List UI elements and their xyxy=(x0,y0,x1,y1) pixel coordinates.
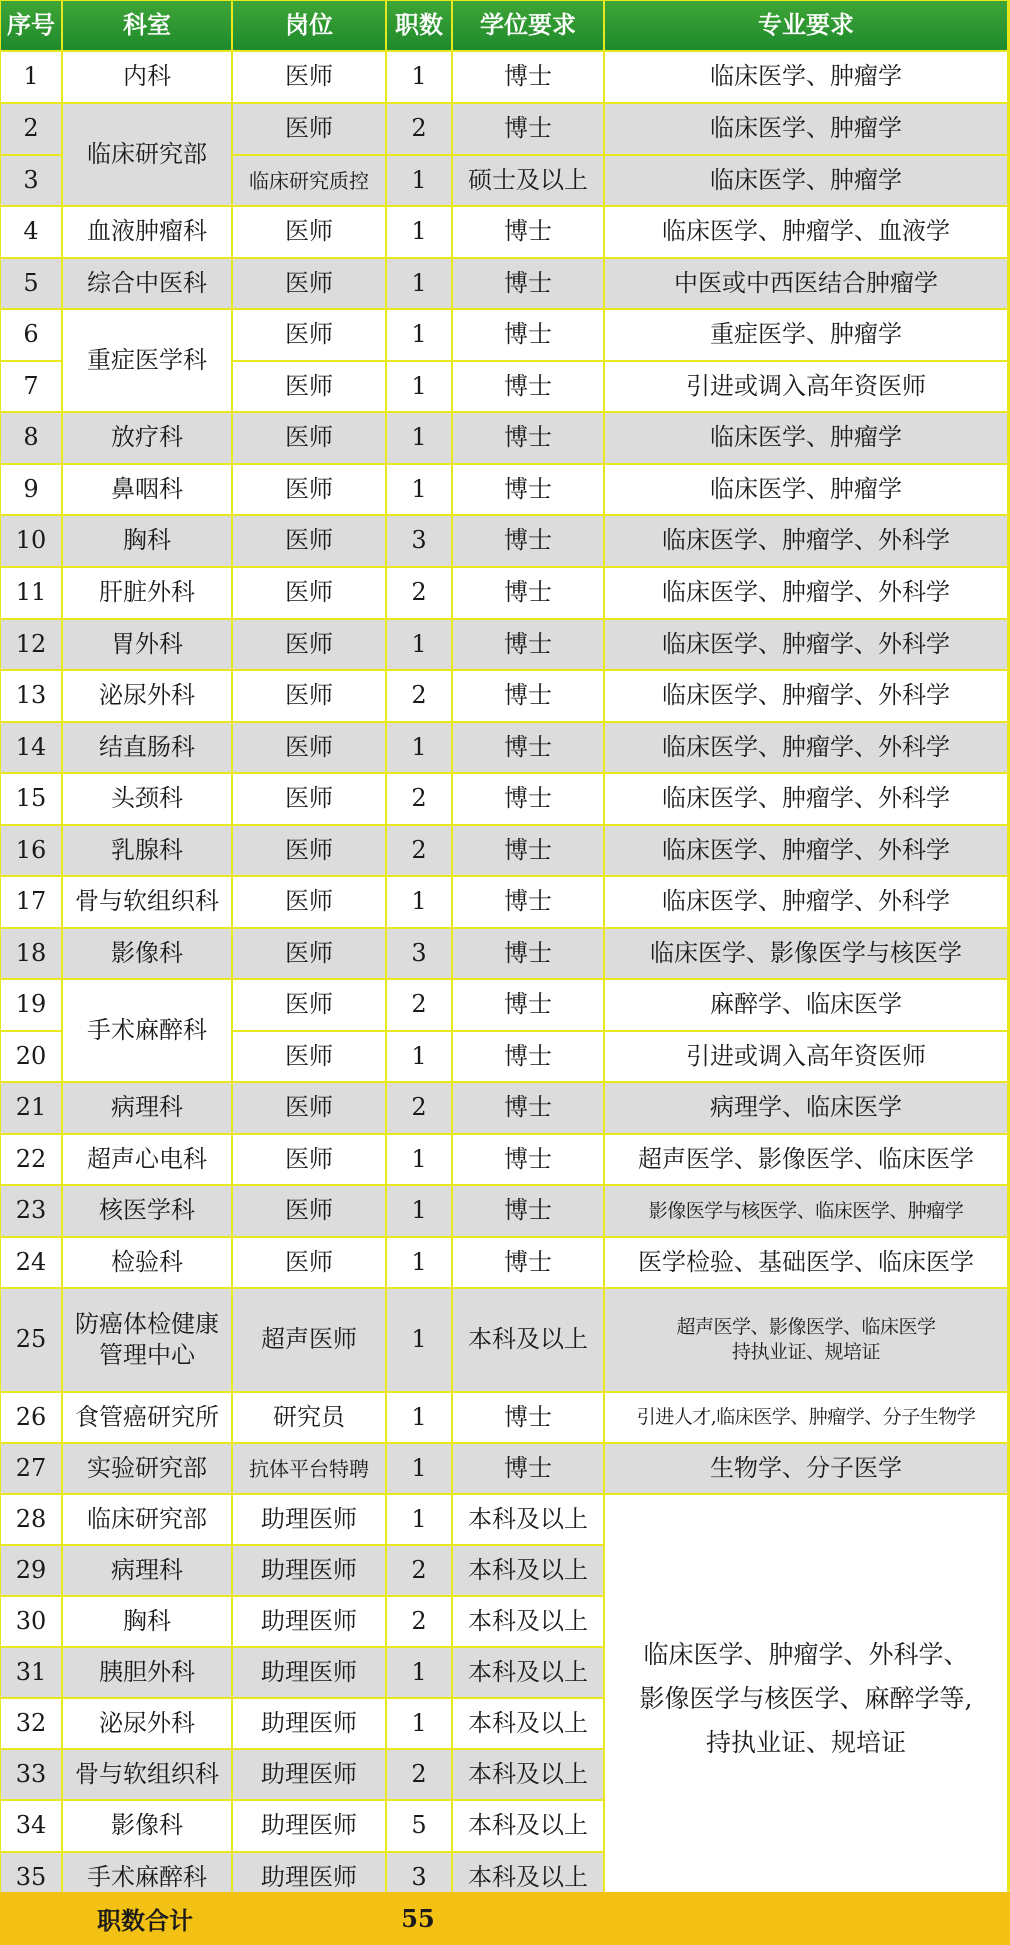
row-no: 21 xyxy=(1,1083,61,1133)
row-degree: 博士 xyxy=(453,1444,603,1493)
row-degree: 本科及以上 xyxy=(453,1289,603,1391)
row-major: 临床医学、肿瘤学 xyxy=(605,156,1007,205)
row-post: 医师 xyxy=(233,516,385,566)
row-dept: 影像科 xyxy=(63,929,231,978)
row-degree: 博士 xyxy=(453,568,603,618)
row-post: 医师 xyxy=(233,877,385,927)
row-no: 28 xyxy=(1,1495,61,1544)
row-dept: 头颈科 xyxy=(63,774,231,824)
row-post: 医师 xyxy=(233,826,385,875)
row-post: 医师 xyxy=(233,310,385,360)
row-post: 助理医师 xyxy=(233,1648,385,1697)
row-no: 30 xyxy=(1,1597,61,1646)
row-no: 20 xyxy=(1,1032,61,1081)
row-count: 2 xyxy=(387,1083,451,1133)
row-count: 1 xyxy=(387,723,451,772)
row-dept: 综合中医科 xyxy=(63,259,231,308)
merged-major-cell: 临床医学、肿瘤学、外科学、 影像医学与核医学、麻醉学等, 持执业证、规培证 xyxy=(605,1495,1007,1903)
row-degree: 本科及以上 xyxy=(453,1648,603,1697)
row-no: 11 xyxy=(1,568,61,618)
row-dept: 影像科 xyxy=(63,1801,231,1851)
row-post: 医师 xyxy=(233,413,385,463)
row-post: 医师 xyxy=(233,1186,385,1236)
row-degree: 博士 xyxy=(453,104,603,154)
row-count: 1 xyxy=(387,620,451,669)
row-dept: 病理科 xyxy=(63,1083,231,1133)
row-no: 15 xyxy=(1,774,61,824)
row-major: 超声医学、影像医学、临床医学 持执业证、规培证 xyxy=(605,1289,1007,1391)
row-post: 医师 xyxy=(233,207,385,257)
row-no: 33 xyxy=(1,1750,61,1799)
row-count: 2 xyxy=(387,568,451,618)
row-no: 4 xyxy=(1,207,61,257)
row-post: 助理医师 xyxy=(233,1546,385,1595)
row-no: 13 xyxy=(1,671,61,721)
row-major: 临床医学、肿瘤学、外科学 xyxy=(605,516,1007,566)
row-count: 2 xyxy=(387,826,451,875)
row-degree: 博士 xyxy=(453,671,603,721)
row-degree: 博士 xyxy=(453,1135,603,1184)
row-degree: 博士 xyxy=(453,620,603,669)
row-count: 1 xyxy=(387,156,451,205)
row-degree: 硕士及以上 xyxy=(453,156,603,205)
row-major: 临床医学、肿瘤学、血液学 xyxy=(605,207,1007,257)
row-post: 助理医师 xyxy=(233,1750,385,1799)
row-post: 医师 xyxy=(233,465,385,514)
total-value: 55 xyxy=(401,1904,435,1933)
row-degree: 本科及以上 xyxy=(453,1853,603,1903)
row-post: 医师 xyxy=(233,362,385,411)
row-dept: 肝脏外科 xyxy=(63,568,231,618)
row-post: 助理医师 xyxy=(233,1495,385,1544)
row-no: 26 xyxy=(1,1393,61,1442)
row-count: 2 xyxy=(387,774,451,824)
row-dept: 胃外科 xyxy=(63,620,231,669)
row-dept: 病理科 xyxy=(63,1546,231,1595)
row-dept: 实验研究部 xyxy=(63,1444,231,1493)
row-no: 10 xyxy=(1,516,61,566)
row-post: 医师 xyxy=(233,259,385,308)
row-count: 1 xyxy=(387,413,451,463)
row-post: 助理医师 xyxy=(233,1801,385,1851)
row-post: 医师 xyxy=(233,1135,385,1184)
row-no: 18 xyxy=(1,929,61,978)
total-label: 职数合计 xyxy=(97,1906,193,1935)
row-no: 32 xyxy=(1,1699,61,1748)
row-major: 医学检验、基础医学、临床医学 xyxy=(605,1238,1007,1287)
row-count: 2 xyxy=(387,1597,451,1646)
row-post: 医师 xyxy=(233,1032,385,1081)
header-no: 序号 xyxy=(1,1,61,50)
row-post: 助理医师 xyxy=(233,1853,385,1903)
row-dept: 胸科 xyxy=(63,1597,231,1646)
row-post: 医师 xyxy=(233,52,385,102)
row-degree: 博士 xyxy=(453,826,603,875)
header-count: 职数 xyxy=(387,1,451,50)
row-dept: 泌尿外科 xyxy=(63,1699,231,1748)
row-major: 中医或中西医结合肿瘤学 xyxy=(605,259,1007,308)
row-count: 1 xyxy=(387,465,451,514)
row-degree: 博士 xyxy=(453,774,603,824)
row-no: 1 xyxy=(1,52,61,102)
row-count: 3 xyxy=(387,1853,451,1903)
header-dept: 科室 xyxy=(63,1,231,50)
row-post: 医师 xyxy=(233,1238,385,1287)
row-no: 22 xyxy=(1,1135,61,1184)
row-no: 2 xyxy=(1,104,61,154)
row-degree: 本科及以上 xyxy=(453,1699,603,1748)
row-no: 5 xyxy=(1,259,61,308)
row-dept: 核医学科 xyxy=(63,1186,231,1236)
row-dept: 结直肠科 xyxy=(63,723,231,772)
row-degree: 博士 xyxy=(453,877,603,927)
row-degree: 博士 xyxy=(453,465,603,514)
row-count: 1 xyxy=(387,877,451,927)
row-major: 麻醉学、临床医学 xyxy=(605,980,1007,1030)
row-degree: 博士 xyxy=(453,929,603,978)
row-degree: 本科及以上 xyxy=(453,1597,603,1646)
row-count: 1 xyxy=(387,1495,451,1544)
row-degree: 博士 xyxy=(453,516,603,566)
row-degree: 博士 xyxy=(453,1186,603,1236)
row-dept: 内科 xyxy=(63,52,231,102)
row-dept: 血液肿瘤科 xyxy=(63,207,231,257)
row-major: 临床医学、肿瘤学 xyxy=(605,465,1007,514)
row-dept: 鼻咽科 xyxy=(63,465,231,514)
row-degree: 博士 xyxy=(453,52,603,102)
row-no: 7 xyxy=(1,362,61,411)
row-count: 1 xyxy=(387,310,451,360)
row-dept: 骨与软组织科 xyxy=(63,877,231,927)
row-post: 临床研究质控 xyxy=(233,156,385,205)
row-count: 1 xyxy=(387,259,451,308)
row-dept: 手术麻醉科 xyxy=(63,1853,231,1903)
row-count: 2 xyxy=(387,1750,451,1799)
row-post: 医师 xyxy=(233,980,385,1030)
row-post: 抗体平台特聘 xyxy=(233,1444,385,1493)
row-major: 临床医学、肿瘤学、外科学 xyxy=(605,877,1007,927)
row-major: 临床医学、肿瘤学 xyxy=(605,413,1007,463)
row-count: 1 xyxy=(387,1393,451,1442)
row-count: 1 xyxy=(387,1135,451,1184)
row-count: 3 xyxy=(387,929,451,978)
row-degree: 博士 xyxy=(453,207,603,257)
row-post: 医师 xyxy=(233,1083,385,1133)
row-major: 引进或调入高年资医师 xyxy=(605,1032,1007,1081)
row-count: 1 xyxy=(387,207,451,257)
row-degree: 博士 xyxy=(453,259,603,308)
row-count: 1 xyxy=(387,1699,451,1748)
row-dept: 泌尿外科 xyxy=(63,671,231,721)
row-count: 2 xyxy=(387,104,451,154)
row-count: 3 xyxy=(387,516,451,566)
row-count: 1 xyxy=(387,362,451,411)
row-major: 临床医学、肿瘤学、外科学 xyxy=(605,826,1007,875)
row-no: 25 xyxy=(1,1289,61,1391)
row-degree: 本科及以上 xyxy=(453,1546,603,1595)
row-no: 12 xyxy=(1,620,61,669)
row-count: 2 xyxy=(387,1546,451,1595)
row-post: 研究员 xyxy=(233,1393,385,1442)
row-dept: 检验科 xyxy=(63,1238,231,1287)
row-count: 1 xyxy=(387,52,451,102)
row-major: 病理学、临床医学 xyxy=(605,1083,1007,1133)
row-post: 医师 xyxy=(233,620,385,669)
row-post: 助理医师 xyxy=(233,1597,385,1646)
row-no: 3 xyxy=(1,156,61,205)
row-dept: 防癌体检健康 管理中心 xyxy=(63,1289,231,1391)
row-major: 引进人才,临床医学、肿瘤学、分子生物学 xyxy=(605,1393,1007,1442)
row-dept: 食管癌研究所 xyxy=(63,1393,231,1442)
row-post: 医师 xyxy=(233,671,385,721)
row-degree: 博士 xyxy=(453,1083,603,1133)
row-count: 5 xyxy=(387,1801,451,1851)
header-major: 专业要求 xyxy=(605,1,1007,50)
row-post: 医师 xyxy=(233,104,385,154)
row-count: 1 xyxy=(387,1186,451,1236)
row-degree: 博士 xyxy=(453,1393,603,1442)
row-dept: 临床研究部 xyxy=(63,104,231,205)
row-post: 医师 xyxy=(233,568,385,618)
row-major: 临床医学、肿瘤学、外科学 xyxy=(605,620,1007,669)
row-count: 2 xyxy=(387,671,451,721)
row-dept: 骨与软组织科 xyxy=(63,1750,231,1799)
row-count: 1 xyxy=(387,1648,451,1697)
row-degree: 本科及以上 xyxy=(453,1495,603,1544)
row-degree: 博士 xyxy=(453,362,603,411)
row-major: 临床医学、肿瘤学、外科学 xyxy=(605,671,1007,721)
row-degree: 博士 xyxy=(453,1238,603,1287)
row-count: 1 xyxy=(387,1032,451,1081)
row-post: 超声医师 xyxy=(233,1289,385,1391)
row-no: 24 xyxy=(1,1238,61,1287)
row-count: 1 xyxy=(387,1238,451,1287)
row-no: 34 xyxy=(1,1801,61,1851)
row-dept: 胰胆外科 xyxy=(63,1648,231,1697)
row-post: 医师 xyxy=(233,929,385,978)
row-count: 2 xyxy=(387,980,451,1030)
row-dept: 胸科 xyxy=(63,516,231,566)
row-dept: 手术麻醉科 xyxy=(63,980,231,1081)
row-major: 临床医学、影像医学与核医学 xyxy=(605,929,1007,978)
row-post: 医师 xyxy=(233,774,385,824)
row-no: 8 xyxy=(1,413,61,463)
row-count: 1 xyxy=(387,1289,451,1391)
row-major: 生物学、分子医学 xyxy=(605,1444,1007,1493)
row-no: 29 xyxy=(1,1546,61,1595)
row-major: 临床医学、肿瘤学 xyxy=(605,104,1007,154)
row-degree: 博士 xyxy=(453,413,603,463)
row-degree: 博士 xyxy=(453,1032,603,1081)
row-degree: 博士 xyxy=(453,723,603,772)
row-count: 1 xyxy=(387,1444,451,1493)
header-degree: 学位要求 xyxy=(453,1,603,50)
row-dept: 临床研究部 xyxy=(63,1495,231,1544)
row-dept: 超声心电科 xyxy=(63,1135,231,1184)
row-no: 16 xyxy=(1,826,61,875)
row-degree: 本科及以上 xyxy=(453,1750,603,1799)
row-degree: 本科及以上 xyxy=(453,1801,603,1851)
row-degree: 博士 xyxy=(453,310,603,360)
row-no: 35 xyxy=(1,1853,61,1903)
row-no: 31 xyxy=(1,1648,61,1697)
row-major: 重症医学、肿瘤学 xyxy=(605,310,1007,360)
row-major: 影像医学与核医学、临床医学、肿瘤学 xyxy=(605,1186,1007,1236)
row-major: 临床医学、肿瘤学、外科学 xyxy=(605,774,1007,824)
row-dept: 放疗科 xyxy=(63,413,231,463)
row-major: 临床医学、肿瘤学、外科学 xyxy=(605,723,1007,772)
row-degree: 博士 xyxy=(453,980,603,1030)
row-post: 医师 xyxy=(233,723,385,772)
row-no: 19 xyxy=(1,980,61,1030)
row-dept: 乳腺科 xyxy=(63,826,231,875)
row-no: 6 xyxy=(1,310,61,360)
row-post: 助理医师 xyxy=(233,1699,385,1748)
row-major: 临床医学、肿瘤学 xyxy=(605,52,1007,102)
row-no: 14 xyxy=(1,723,61,772)
row-no: 17 xyxy=(1,877,61,927)
row-major: 临床医学、肿瘤学、外科学 xyxy=(605,568,1007,618)
row-major: 引进或调入高年资医师 xyxy=(605,362,1007,411)
row-no: 23 xyxy=(1,1186,61,1236)
row-no: 9 xyxy=(1,465,61,514)
row-dept: 重症医学科 xyxy=(63,310,231,411)
row-major: 超声医学、影像医学、临床医学 xyxy=(605,1135,1007,1184)
row-no: 27 xyxy=(1,1444,61,1493)
header-post: 岗位 xyxy=(233,1,385,50)
